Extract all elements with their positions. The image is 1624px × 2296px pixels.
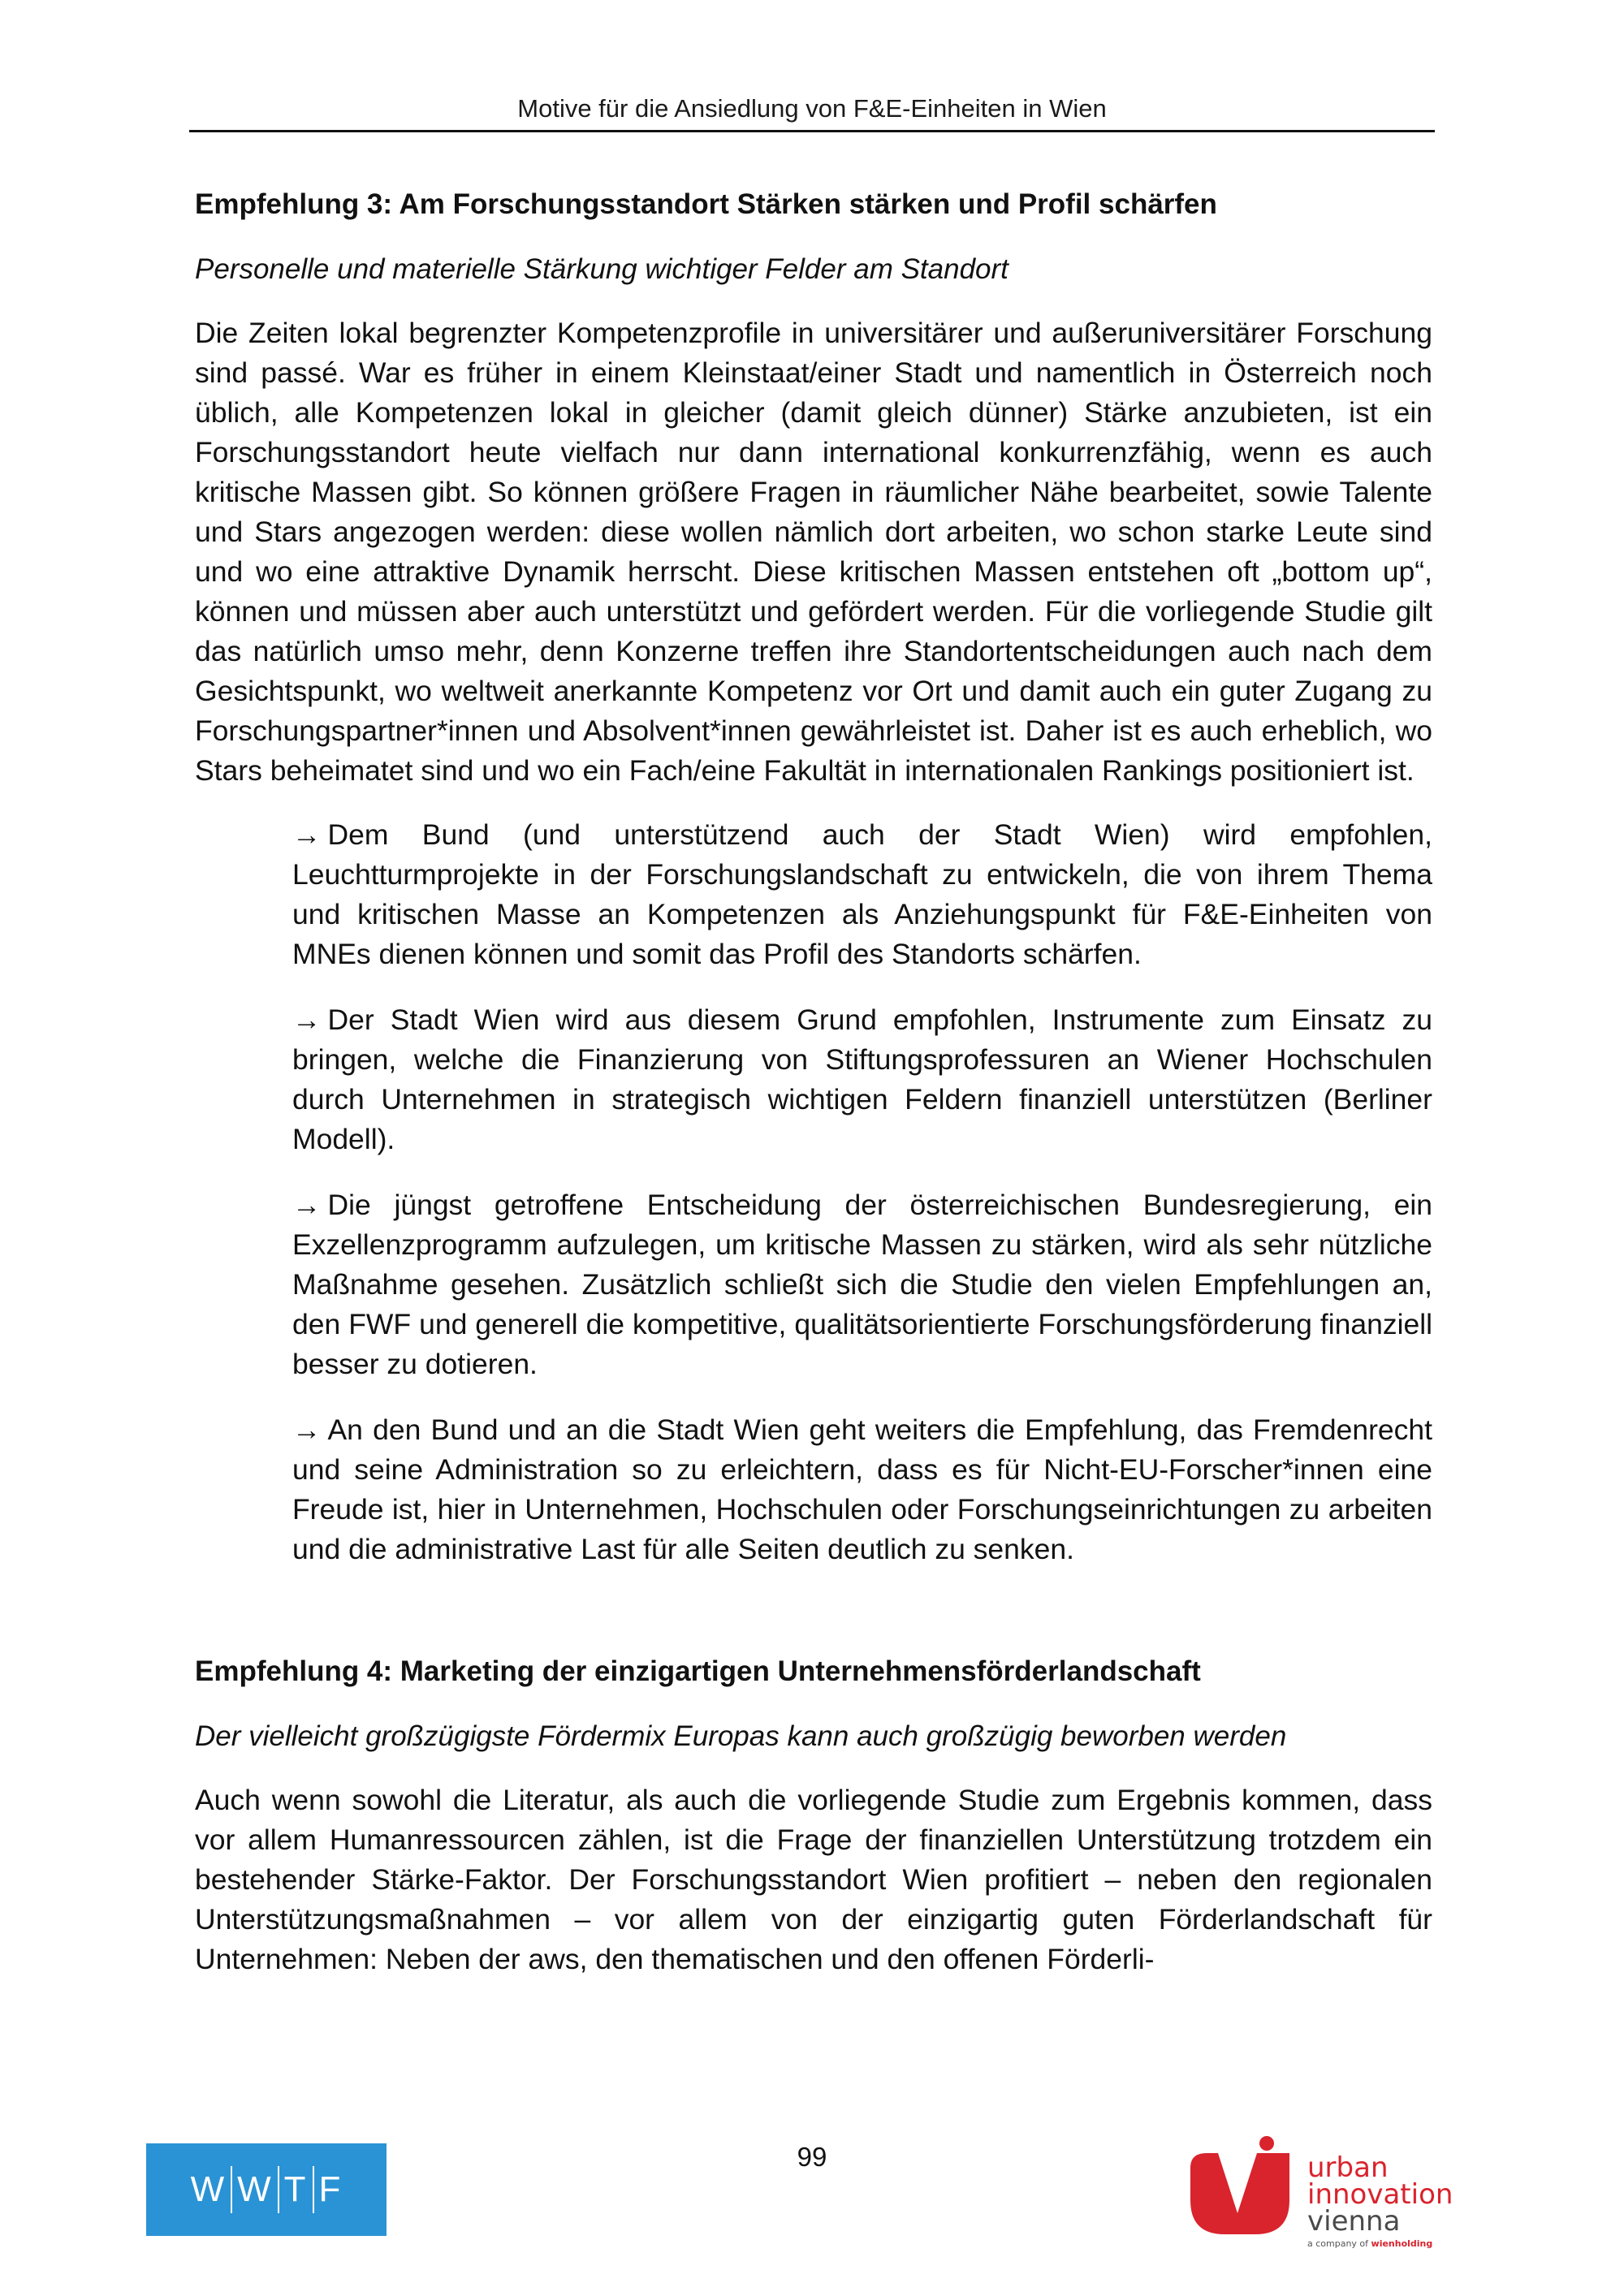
uiv-word-urban: urban — [1307, 2151, 1389, 2184]
body-paragraph: Auch wenn sowohl die Literatur, als auch die vorliegende Studie zum Ergebnis kommen, dass vor allem Humanressourcen zählen, ist die Frage der finanziellen Unterstützung trotzdem ein bestehender Stärke-Faktor. Der Forschungsstandort Wien profitiert – neben den regionalen Unterstützungsmaßnahmen – vor allem von der einzigartig guten Förderlandschaft für Unternehmen: Neben der aws, den thematischen und den offenen Förderli- — [195, 1784, 1432, 1975]
header-rule — [189, 130, 1435, 132]
recommendation-list — [195, 815, 1432, 1569]
recommendation-text: Die jüngst getroffene Entscheidung der österreichischen Bundesregierung, ein Exzellenzprogramm aufzulegen, um kritische Massen zu stärken, wird als sehr nützliche Maßnahme gesehen. Zusätzlich schließt sich die Studie den vielen Empfehlungen an, den FWF und generell die kompetitive, qualitätsorientierte Forschungsförderung finanziell besser zu dotieren. — [292, 1189, 1432, 1380]
uiv-tag-prefix: a company of — [1307, 2238, 1371, 2249]
uiv-tagline — [1307, 2237, 1453, 2251]
arrow-right-icon: → — [292, 1413, 322, 1446]
section-heading: Empfehlung 3: Am Forschungsstandort Stärken stärken und Profil schärfen — [195, 188, 1217, 220]
uiv-word-vienna: vienna — [1307, 2205, 1401, 2238]
uiv-word-innovation: innovation — [1307, 2178, 1453, 2211]
logo-separator — [278, 2166, 279, 2213]
logo-separator — [313, 2166, 314, 2213]
section-subtitle: Der vielleicht großzügigste Fördermix Europas kann auch großzügig beworben werden — [195, 1720, 1287, 1752]
arrow-right-icon: → — [292, 1003, 322, 1036]
arrow-right-icon: → — [292, 1189, 322, 1221]
page-number: 99 — [797, 2142, 827, 2172]
uiv-mark-icon — [1184, 2135, 1298, 2241]
wwtf-logo — [146, 2143, 387, 2236]
recommendation-text: An den Bund und an die Stadt Wien geht weiters die Empfehlung, das Fremdenrecht und seine Administration so zu erleichtern, dass es für Nicht-EU-Forscher*innen eine Freude ist, hier in Unternehmen, Hochschulen oder Forschungseinrichtungen zu arbeiten und die administrative Last für alle Seiten deutlich zu senken. — [292, 1413, 1432, 1565]
section-empfehlung-3 — [195, 185, 1432, 1569]
section-spacer — [195, 1569, 1432, 1652]
recommendation-text: Der Stadt Wien wird aus diesem Grund empfohlen, Instrumente zum Einsatz zu bringen, welche die Finanzierung von Stiftungsprofessuren an Wiener Hochschulen durch Unternehmen in strategisch wichtigen Feldern finanziell unterstützen (Berliner Modell). — [292, 1003, 1432, 1155]
recommendation-item — [292, 1410, 1432, 1569]
page-content — [195, 185, 1432, 1979]
recommendation-text: Dem Bund (und unterstützend auch der Stadt Wien) wird empfohlen, Leuchtturmprojekte in der Forschungslandschaft zu entwickeln, die von ihrem Thema und kritischen Masse an Kompetenzen als Anziehungspunkt für F&E-Einheiten von MNEs dienen können und somit das Profil des Standorts schärfen. — [292, 818, 1432, 970]
wwtf-letter: T — [283, 2169, 308, 2209]
recommendation-item — [292, 1000, 1432, 1159]
urban-innovation-vienna-logo — [1177, 2127, 1486, 2265]
recommendation-item — [292, 815, 1432, 974]
wwtf-letter: F — [318, 2169, 343, 2209]
wwtf-letter: W — [237, 2169, 273, 2209]
arrow-right-icon: → — [292, 818, 322, 851]
uiv-wordmark — [1307, 2151, 1453, 2251]
wwtf-letter: W — [190, 2169, 227, 2209]
section-empfehlung-4 — [195, 1652, 1432, 1979]
section-subtitle: Personelle und materielle Stärkung wichtiger Felder am Standort — [195, 253, 1009, 285]
recommendation-item — [292, 1185, 1432, 1384]
body-paragraph: Die Zeiten lokal begrenzter Kompetenzprofile in universitärer und außeruniversitärer Forschung sind passé. War es früher in einem Kleinstaat/einer Stadt und namentlich in Österreich noch üblich, alle Kompetenzen lokal in gleicher (damit gleich dünner) Stärke anzubieten, ist ein Forschungsstandort heute vielfach nur dann international konkurrenzfähig, wenn es auch kritische Massen gibt. So können größere Fragen in räumlicher Nähe bearbeitet, sowie Talente und Stars angezogen werden: diese wollen nämlich dort arbeiten, wo schon starke Leute sind und wo eine attraktive Dynamik herrscht. Diese kritischen Massen entstehen oft „bottom up“, können und müssen aber auch unterstützt und gefördert werden. Für die vorliegende Studie gilt das natürlich umso mehr, denn Konzerne treffen ihre Standortentscheidungen auch nach dem Gesichtspunkt, wo weltweit anerkannte Kompetenz vor Ort und damit auch ein guter Zugang zu Forschungspartner*innen und Absolvent*innen gewährleistet ist. Daher ist es auch erheblich, wo Stars beheimatet sind und wo ein Fach/eine Fakultät in internationalen Rankings positioniert ist. — [195, 317, 1432, 787]
uiv-tag-holding: wienholding — [1371, 2238, 1433, 2249]
running-header: Motive für die Ansiedlung von F&E-Einheiten in Wien — [517, 94, 1107, 123]
section-heading: Empfehlung 4: Marketing der einzigartigen Unternehmensförderlandschaft — [195, 1655, 1201, 1687]
logo-separator — [231, 2166, 232, 2213]
